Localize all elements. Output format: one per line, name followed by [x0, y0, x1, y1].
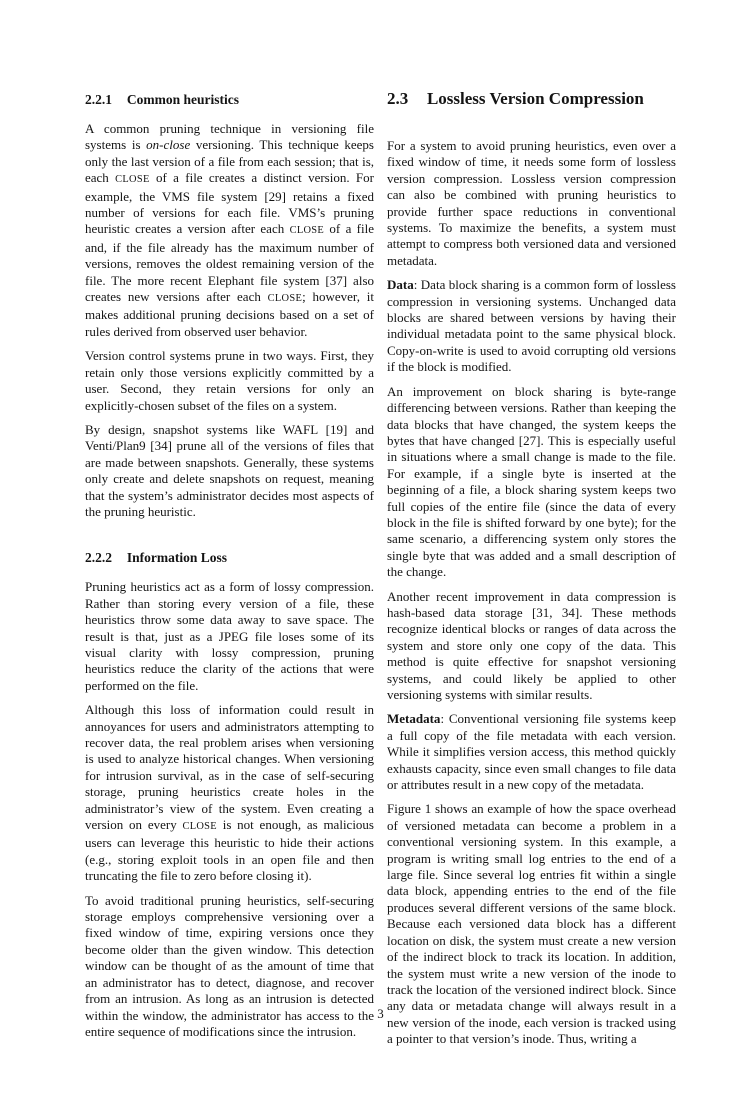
heading-number: 2.2.2 — [85, 550, 112, 566]
paragraph: Although this loss of information could result in annoyances for users and administrators attempting to recover data, the real problem arises when versioning is used to analyze historical changes. When versioning for intrusion survival, as in the case of self-securing storage, pruning heuristics create holes in the administrator’s view of the system. Even creating a version on every CLOSE is not enough, as malicious users can leverage this heuristic to hide their actions (e.g., storing exploit tools in an open file and then truncating the file to zero before closing it). — [85, 702, 374, 884]
paragraph: Pruning heuristics act as a form of lossy compression. Rather than storing every version of a file, these heuristics throw some data away to save space. The result is that, just as a JPEG file loses some of its visual clarity with lossy compression, pruning heuristics reduce the clarity of the actions that were performed on the file. — [85, 579, 374, 693]
paragraph: For a system to avoid pruning heuristics, even over a fixed window of time, it needs some form of lossless version compression. Lossless version compression can also be combined with pruning heuristics to provide further space reductions in conventional systems. To maximize the benefits, a system must attempt to compress both versioned data and versioned metadata. — [387, 138, 676, 268]
paragraph: Data: Data block sharing is a common form of lossless compression in versioning systems. Unchanged data blocks are shared between versions by having their individual metadata point to the same physical block. Copy-on-write is used to avoid corrupting old versions if the block is modified. — [387, 277, 676, 375]
paragraph: Metadata: Conventional versioning file systems keep a full copy of the file metadata with each version. While it simplifies version access, this method quickly exhausts capacity, since even small changes to file data or attributes result in a new copy of the metadata. — [387, 711, 676, 793]
paragraph: An improvement on block sharing is byte-range differencing between versions. Rather than keeping the data blocks that have changed, the system keeps the bytes that have changed [27]. This is especially useful in situations where a small change is made to the file. For example, if a single byte is inserted at the beginning of a file, a block sharing system keeps two full copies of the entire file (since the data of every block in the file is shifted forward by one byte); for the same scenario, a differencing system only stores the single byte that was added and a small description of the change. — [387, 383, 676, 580]
page-content — [85, 89, 676, 1056]
right-column — [387, 89, 676, 1056]
heading-title: Lossless Version Compression — [426, 89, 644, 108]
section-heading-lossless-version-compression — [387, 89, 676, 108]
paragraph: Figure 1 shows an example of how the space overhead of versioned metadata can become a problem in a conventional versioning system. In this example, a program is writing small log entries to the end of a large file. Since several log entries fit within a single data block, appending entries to the end of the file produces several different versions of the same block. Because each versioned data block has a different location on disk, the system must create a new version of the indirect block to track its location. In addition, the system must write a new version of the inode to track the location of the versioned indirect block. Since any data or metadata change will always result in a new version of the inode, each version is tracked using a pointer to that version’s inode. Thus, writing a — [387, 801, 676, 1047]
left-column — [85, 92, 374, 1056]
heading-number: 2.3 — [387, 89, 409, 108]
paragraph: Another recent improvement in data compression is hash-based data storage [31, 34]. These methods recognize identical blocks or ranges of data across the system and store only one copy of the data. This method is quite effective for snapshot versioning systems, and could likely be applied to other versioning systems with similar results. — [387, 588, 676, 702]
heading-number: 2.2.1 — [85, 92, 112, 107]
subsection-heading-information-loss — [85, 550, 374, 565]
paragraph: Version control systems prune in two ways. First, they retain only those versions explicitly committed by a user. Second, they retain versions for only an explicitly-chosen subset of the files on a system. — [85, 348, 374, 413]
heading-title: Common heuristics — [126, 92, 239, 107]
heading-title: Information Loss — [126, 550, 227, 566]
paragraph: By design, snapshot systems like WAFL [19] and Venti/Plan9 [34] prune all of the versions of files that are made between snapshots. Generally, these systems only create and delete snapshots on request, meaning that the system’s administrator decides most aspects of the pruning heuristic. — [85, 421, 374, 519]
subsection-heading-common-heuristics — [85, 92, 374, 107]
page-number: 3 — [377, 1006, 384, 1021]
paragraph: To avoid traditional pruning heuristics, self-securing storage employs comprehensive versioning over a fixed window of time, expiring versions once they become older than the given window. This detection window can be thought of as the amount of time that an administrator has to detect, diagnose, and recover from an intrusion. As long as an intrusion is detected within the window, the administrator has access to the entire sequence of modifications since the intrusion. — [85, 892, 374, 1039]
paragraph: A common pruning technique in versioning file systems is on-close versioning. This technique keeps only the last version of a file from each session; that is, each CLOSE of a file creates a distinct version. For example, the VMS file system [29] retains a fixed number of versions for each file. VMS’s pruning heuristic creates a version after each CLOSE of a file and, if the file already has the maximum number of versions, removes the oldest remaining version of the file. The more recent Elephant file system [37] also creates new versions after each CLOSE; however, it makes additional pruning decisions based on a set of rules derived from observed user behavior. — [85, 121, 375, 339]
